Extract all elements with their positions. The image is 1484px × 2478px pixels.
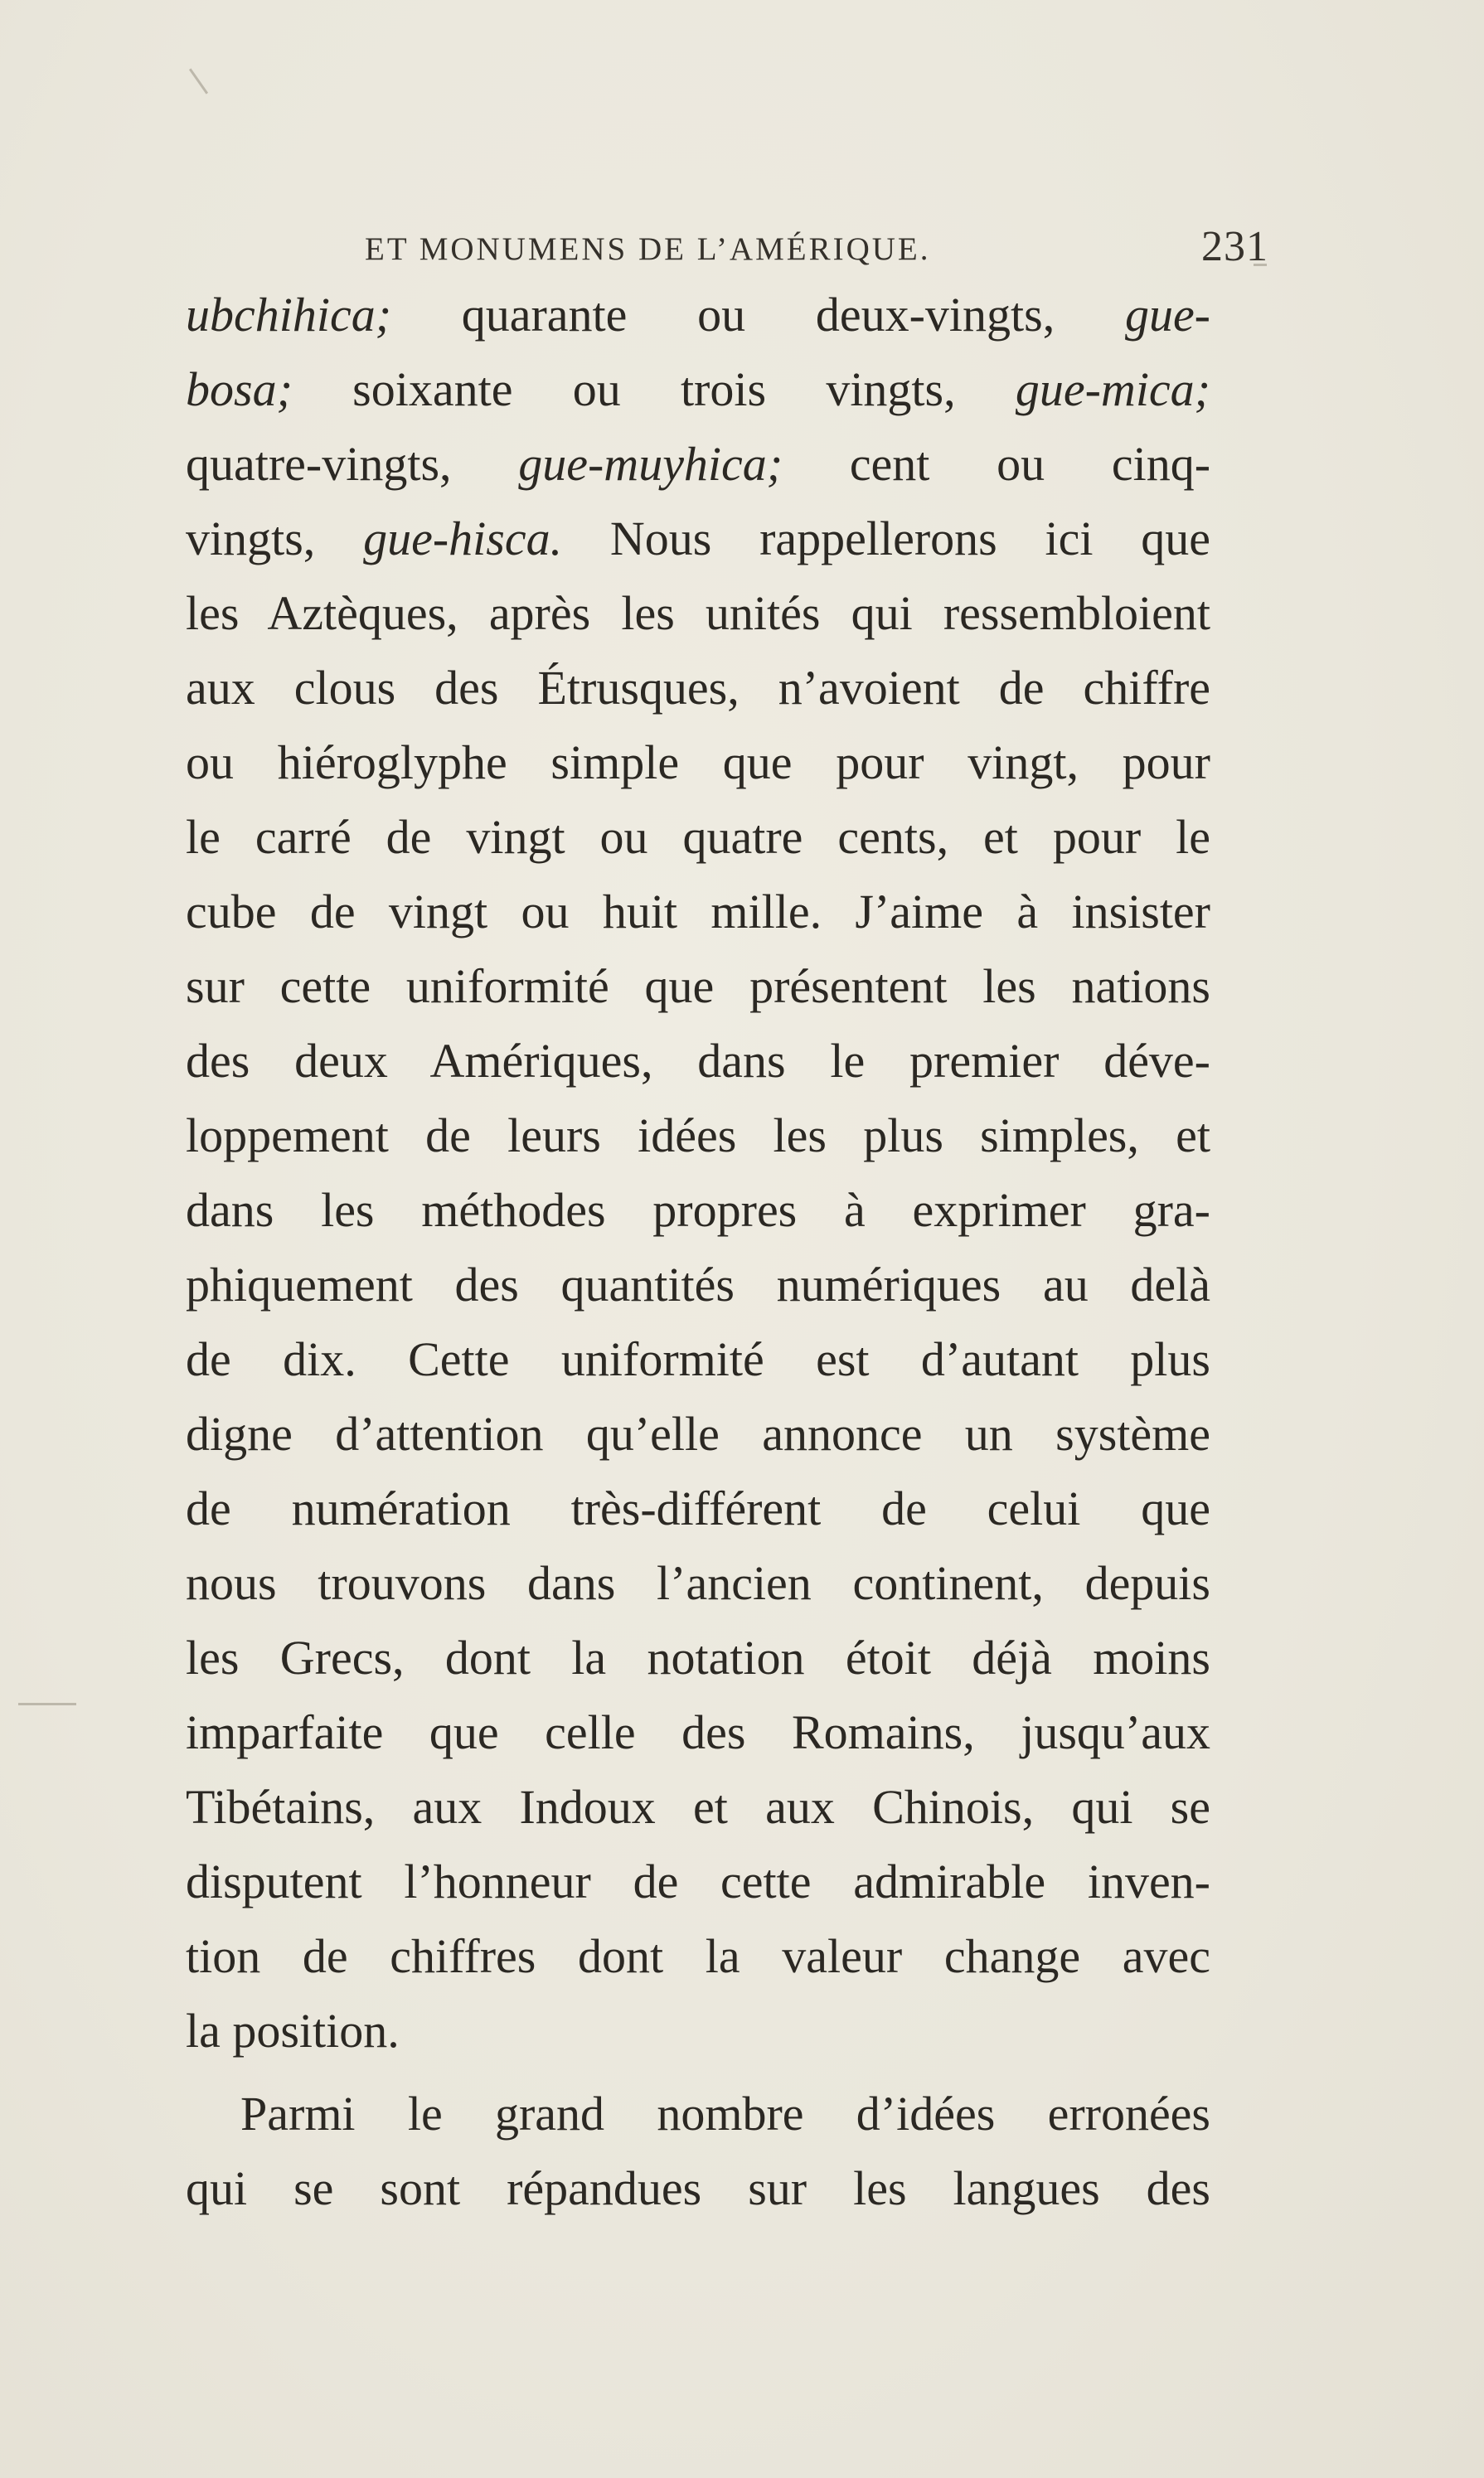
text-line: vingts, gue-hisca. Nous rappellerons ici que xyxy=(186,512,1210,565)
text-line: le carré de vingt ou quatre cents, et pour le xyxy=(186,810,1210,864)
text-line: phiquement des quantités numériques au delà xyxy=(186,1258,1210,1312)
paragraph-end-line: la position. xyxy=(186,2004,400,2058)
text-line: des deux Amériques, dans le premier déve- xyxy=(186,1034,1210,1088)
text-line: ubchihica; quarante ou deux-vingts, gue- xyxy=(186,288,1210,342)
page-number: 231 xyxy=(1201,223,1268,270)
text-line: imparfaite que celle des Romains, jusqu’aux xyxy=(186,1705,1210,1759)
text-line: Tibétains, aux Indoux et aux Chinois, qui se xyxy=(186,1780,1210,1834)
text-line: tion de chiffres dont la valeur change avec xyxy=(186,1929,1210,1983)
text-line: loppement de leurs idées les plus simples, et xyxy=(186,1108,1210,1162)
text-line: de dix. Cette uniformité est d’autant plus xyxy=(186,1332,1210,1386)
text-line: dans les méthodes propres à exprimer gra- xyxy=(186,1183,1210,1237)
text-line: les Aztèques, après les unités qui ressembloient xyxy=(186,586,1210,640)
text-line: sur cette uniformité que présentent les nations xyxy=(186,959,1210,1013)
text-line: bosa; soixante ou trois vingts, gue-mica; xyxy=(186,362,1210,416)
paragraph-start-line: Parmi le grand nombre d’idées erronées xyxy=(240,2087,1210,2141)
text-line: aux clous des Étrusques, n’avoient de chiffre xyxy=(186,661,1210,715)
text-line: cube de vingt ou huit mille. J’aime à insister xyxy=(186,885,1210,938)
body-text xyxy=(186,278,1210,2226)
ink-mark xyxy=(189,68,208,94)
text-line: ou hiéroglyphe simple que pour vingt, pour xyxy=(186,735,1210,789)
text-line: disputent l’honneur de cette admirable inven- xyxy=(186,1855,1210,1908)
text-line: digne d’attention qu’elle annonce un système xyxy=(186,1407,1210,1461)
text-line: qui se sont répandues sur les langues des xyxy=(186,2161,1210,2215)
margin-rule xyxy=(18,1703,76,1705)
page-header xyxy=(365,222,1268,272)
running-title: ET MONUMENS DE L’AMÉRIQUE. xyxy=(365,231,931,267)
text-line: nous trouvons dans l’ancien continent, depuis xyxy=(186,1556,1210,1610)
text-line: de numération très-différent de celui que xyxy=(186,1481,1210,1535)
text-line: quatre-vingts, gue-muyhica; cent ou cinq- xyxy=(186,437,1210,491)
text-line: les Grecs, dont la notation étoit déjà moins xyxy=(186,1631,1210,1685)
